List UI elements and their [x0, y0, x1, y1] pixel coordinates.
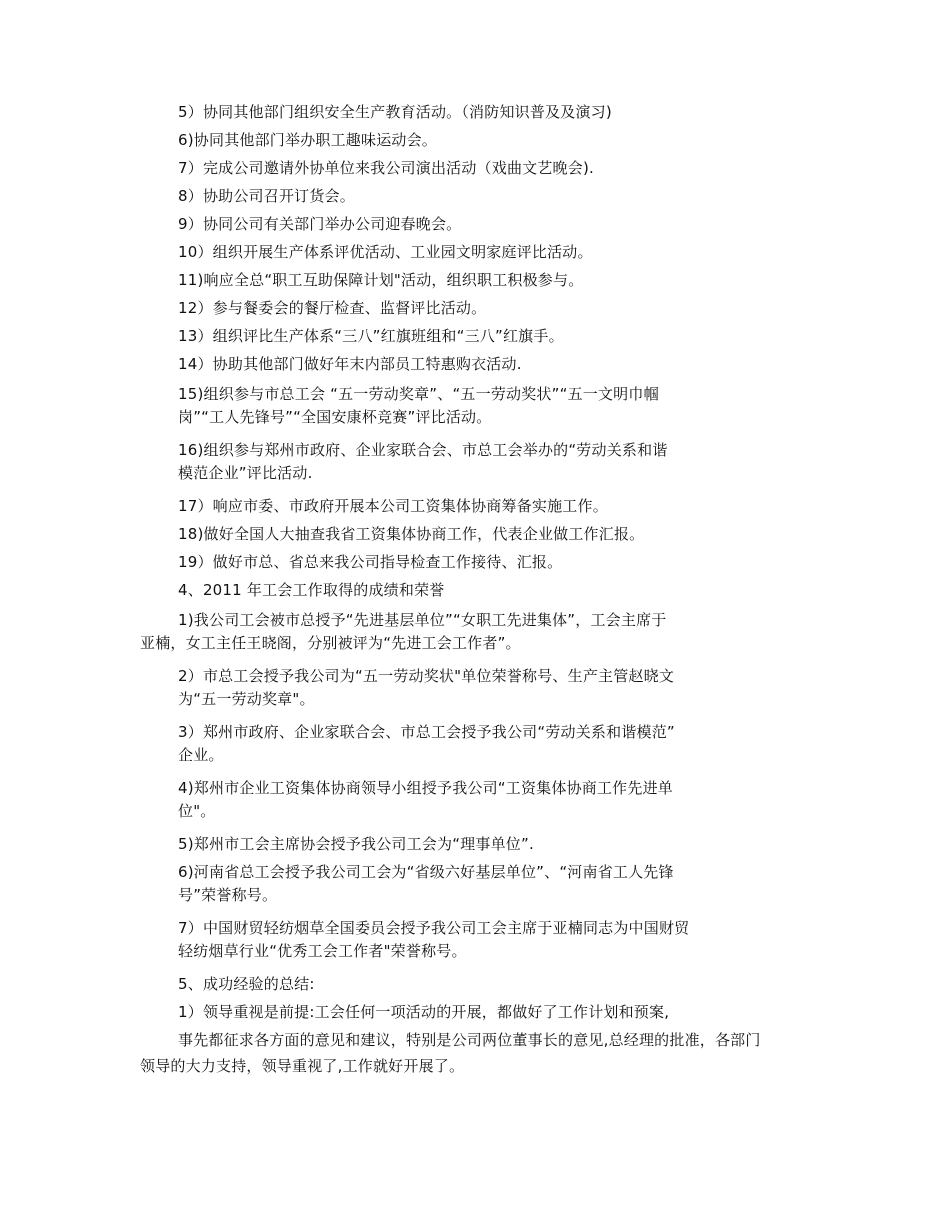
text-line-8: 12）参与餐委会的餐厅检查、监督评比活动。 — [178, 299, 487, 317]
text-line-21: 2）市总工会授予我公司为“五一劳动奖状"单位荣誉称号、生产主管赵晓文 — [178, 667, 675, 685]
text-line-19: 1)我公司工会被市总授予“先进基层单位”“女职工先进集体”，工会主席于 — [178, 611, 667, 629]
text-line-33: 1）领导重视是前提:工会任何一项活动的开展，都做好了工作计划和预案, — [178, 1003, 670, 1021]
text-line-11: 15)组织参与市总工会 “五一劳动奖章”、“五一劳动奖状”“五一文明巾帼 — [178, 385, 659, 403]
text-line-5: 9）协同公司有关部门举办公司迎春晚会。 — [178, 215, 462, 233]
text-line-23: 3）郑州市政府、企业家联合会、市总工会授予我公司“劳动关系和谐模范” — [178, 723, 675, 741]
text-line-6: 10）组织开展生产体系评优活动、工业园文明家庭评比活动。 — [178, 243, 593, 261]
text-line-16: 18)做好全国人大抽查我省工资集体协商工作，代表企业做工作汇报。 — [178, 525, 645, 543]
text-line-28: 6)河南省总工会授予我公司工会为“省级六好基层单位”、“河南省工人先锋 — [178, 863, 674, 881]
text-line-12: 岗”“工人先锋号”“全国安康杯竞赛”评比活动。 — [178, 408, 492, 426]
text-line-17: 19）做好市总、省总来我公司指导检查工作接待、汇报。 — [178, 553, 563, 571]
text-line-27: 5)郑州市工会主席协会授予我公司工会为“理事单位”. — [178, 835, 534, 853]
text-line-4: 8）协助公司召开订货会。 — [178, 187, 355, 205]
text-line-2: 6)协同其他部门举办职工趣味运动会。 — [178, 131, 437, 149]
text-line-31: 轻纺烟草行业“优秀工会工作者"荣誉称号。 — [178, 942, 467, 960]
text-line-7: 11)响应全总“职工互助保障计划"活动，组织职工积极参与。 — [178, 271, 584, 289]
text-line-30: 7）中国财贸轻纺烟草全国委员会授予我公司工会主席于亚楠同志为中国财贸 — [178, 919, 690, 937]
text-line-1: 5）协同其他部门组织安全生产教育活动。（消防知识普及及演习) — [178, 103, 612, 121]
text-line-35: 领导的大力支持，领导重视了,工作就好开展了。 — [140, 1057, 465, 1075]
section-heading-4: 4、2011 年工会工作取得的成绩和荣誉 — [178, 581, 445, 599]
text-line-20: 亚楠，女工主任王晓阁，分别被评为“先进工会工作者”。 — [140, 634, 521, 652]
text-line-22: 为“五一劳动奖章"。 — [178, 690, 315, 708]
text-line-13: 16)组织参与郑州市政府、企业家联合会、市总工会举办的“劳动关系和谐 — [178, 441, 668, 459]
text-line-25: 4)郑州市企业工资集体协商领导小组授予我公司“工资集体协商工作先进单 — [178, 779, 673, 797]
text-line-26: 位"。 — [178, 802, 216, 820]
text-line-15: 17）响应市委、市政府开展本公司工资集体协商筹备实施工作。 — [178, 497, 608, 515]
text-line-24: 企业。 — [178, 746, 224, 764]
text-line-3: 7）完成公司邀请外协单位来我公司演出活动（戏曲文艺晚会). — [178, 159, 594, 177]
text-line-29: 号”荣誉称号。 — [178, 886, 278, 904]
text-line-10: 14）协助其他部门做好年末内部员工特惠购衣活动. — [178, 355, 522, 373]
text-line-34: 事先都征求各方面的意见和建议，特别是公司两位董事长的意见,总经理的批准，各部门 — [178, 1031, 761, 1049]
text-line-14: 模范企业”评比活动. — [178, 464, 313, 482]
section-heading-5: 5、成功经验的总结: — [178, 975, 315, 993]
text-line-9: 13）组织评比生产体系“三八”红旗班组和“三八”红旗手。 — [178, 327, 564, 345]
